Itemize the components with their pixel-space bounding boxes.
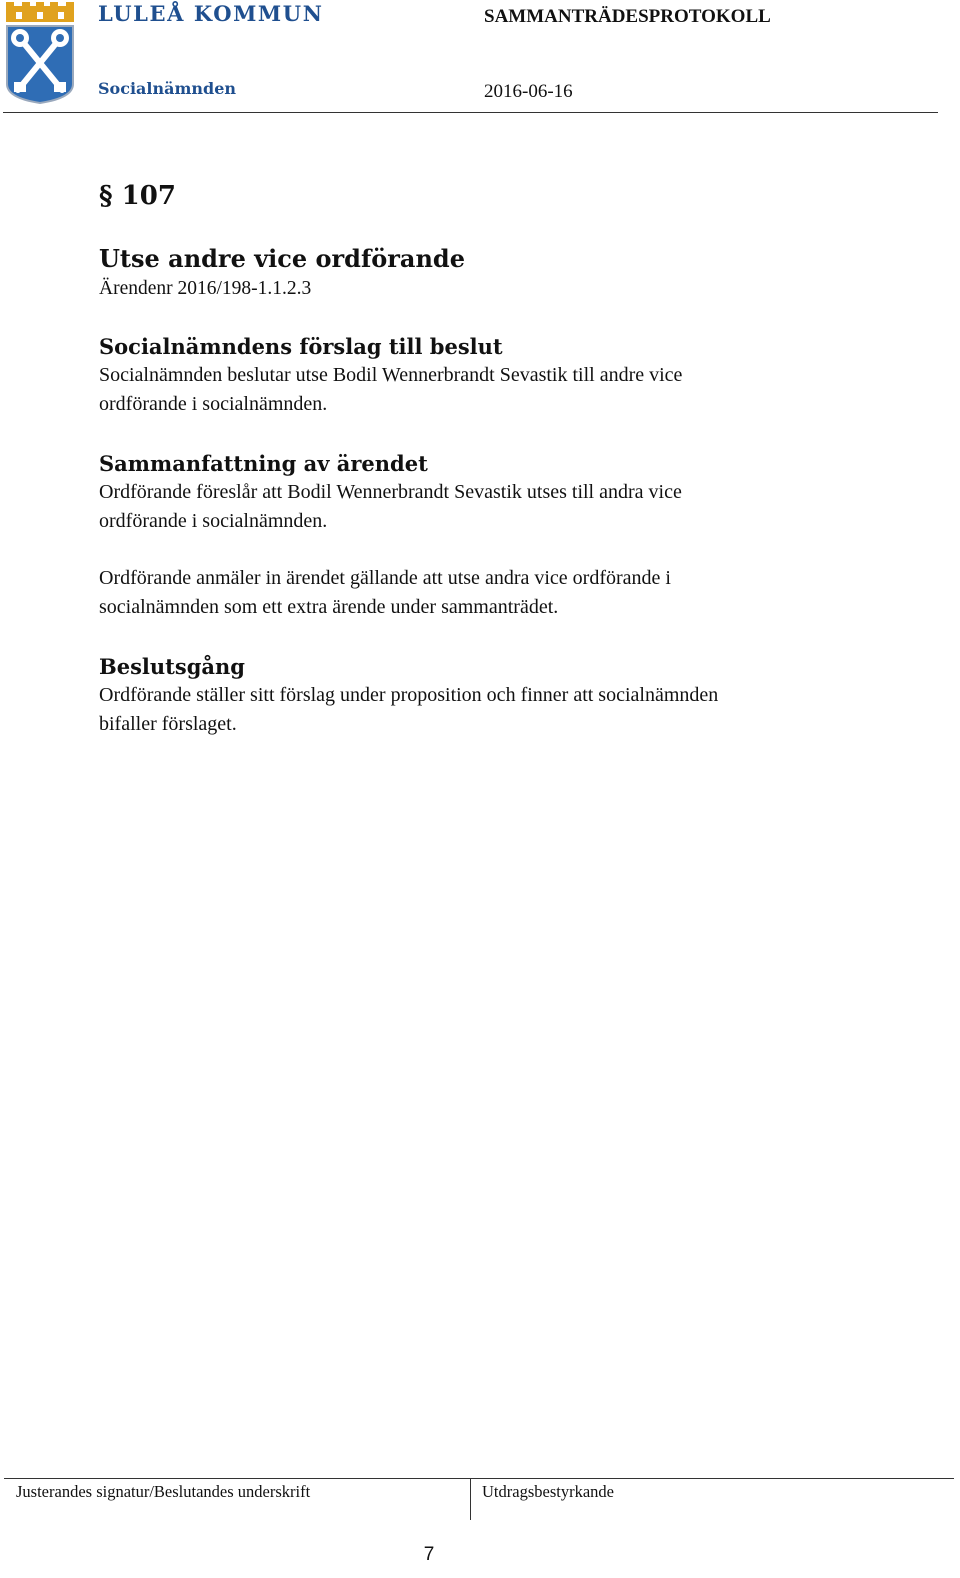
text-line: bifaller förslaget. [99, 713, 237, 735]
proposal-heading: Socialnämndens förslag till beslut [99, 334, 503, 359]
summary-heading: Sammanfattning av ärendet [99, 451, 428, 476]
section-title: Utse andre vice ordförande [99, 244, 465, 273]
case-number: Ärendenr 2016/198-1.1.2.3 [99, 278, 312, 299]
header-divider [3, 112, 938, 113]
text-line: Ordförande ställer sitt förslag under proposition och finner att socialnämnden [99, 684, 719, 706]
document-type: SAMMANTRÄDESPROTOKOLL [484, 6, 771, 27]
decision-process-text [99, 681, 859, 739]
paragraph-number: § 107 [99, 181, 176, 211]
text-line: ordförande i socialnämnden. [99, 510, 328, 532]
department-name: Socialnämnden [98, 79, 237, 98]
text-line: ordförande i socialnämnden. [99, 393, 328, 415]
signature-label: Justerandes signatur/Beslutandes underskrift [16, 1482, 311, 1501]
proposal-text [99, 361, 859, 419]
text-line: Ordförande föreslår att Bodil Wennerbrandt Sevastik utses till andra vice [99, 481, 682, 503]
coat-of-arms-icon [4, 2, 76, 104]
municipality-name: LULEÅ KOMMUN [98, 1, 324, 26]
text-line: socialnämnden som ett extra ärende under sammanträdet. [99, 596, 559, 618]
footer-column-divider [470, 1478, 471, 1520]
decision-process-heading: Beslutsgång [99, 654, 245, 679]
page-number: 7 [423, 1544, 435, 1565]
footer-divider [4, 1478, 954, 1479]
certification-label: Utdragsbestyrkande [482, 1482, 614, 1501]
summary-paragraph-2 [99, 564, 859, 622]
meeting-date: 2016-06-16 [484, 81, 573, 102]
text-line: Socialnämnden beslutar utse Bodil Wennerbrandt Sevastik till andre vice [99, 364, 683, 386]
summary-paragraph-1 [99, 478, 859, 536]
text-line: Ordförande anmäler in ärendet gällande att utse andra vice ordförande i [99, 567, 671, 589]
document-body [99, 176, 859, 739]
